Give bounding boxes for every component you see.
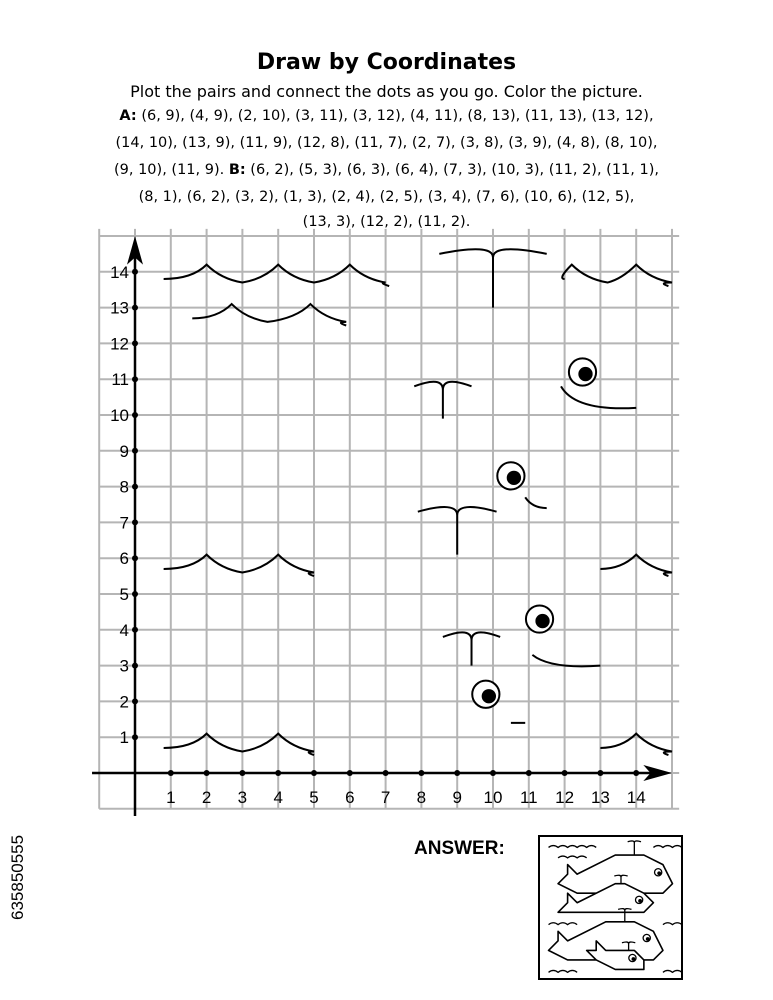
answer-eye-pupil — [657, 871, 661, 875]
x-tick-label: 6 — [345, 788, 355, 807]
label-a: A: — [119, 108, 137, 124]
y-tick-label: 14 — [110, 262, 129, 282]
y-tick-label: 9 — [119, 441, 129, 461]
instructions: Plot the pairs and connect the dots as you go. Color the picture. — [130, 82, 643, 101]
x-tick-label: 10 — [483, 788, 503, 807]
y-tick-label: 4 — [119, 620, 129, 640]
answer-eye-pupil — [646, 937, 650, 941]
x-tick-label: 3 — [237, 788, 248, 807]
label-b: B: — [228, 162, 246, 178]
x-tick-label: 8 — [416, 788, 427, 807]
coord-line-4: (8, 1), (6, 2), (3, 2), (1, 3), (2, 4), (2, 5), (3, 4), (7, 6), (10, 6), (12, 5), — [138, 189, 635, 205]
y-tick-label: 12 — [110, 334, 129, 354]
x-tick-label: 12 — [555, 788, 575, 807]
coord-line-2: (14, 10), (13, 9), (11, 9), (12, 8), (11, 7), (2, 7), (3, 8), (3, 9), (4, 8), (8, 10), — [115, 135, 658, 151]
y-tick-label: 11 — [111, 370, 129, 390]
x-tick-label: 11 — [519, 788, 538, 807]
y-tick-label: 7 — [119, 513, 129, 533]
y-tick-label: 10 — [110, 406, 129, 425]
x-tick-label: 4 — [273, 788, 283, 807]
answer-label: ANSWER: — [414, 838, 505, 859]
y-tick-label: 3 — [119, 656, 129, 676]
x-tick-label: 13 — [590, 788, 610, 807]
x-tick-label: 9 — [452, 788, 462, 807]
y-tick-label: 13 — [110, 298, 129, 318]
x-tick-label: 5 — [309, 788, 319, 807]
y-tick-label: 1 — [119, 728, 129, 748]
x-tick-label: 2 — [201, 788, 212, 807]
answer-eye-pupil — [638, 899, 642, 903]
watermark-id: 635850555 — [8, 834, 27, 920]
y-tick-label: 6 — [119, 549, 129, 569]
coord-line-5: (13, 3), (12, 2), (11, 2). — [302, 214, 471, 230]
answer-eye-pupil — [632, 957, 636, 961]
x-tick-label: 14 — [626, 788, 646, 807]
x-tick-label: 1 — [166, 788, 176, 807]
y-tick-label: 2 — [119, 692, 129, 712]
y-tick-label: 5 — [119, 585, 129, 604]
coord-text: (6, 9), (4, 9), (2, 10), (3, 11), (3, 12), (4, 11), (8, 13), (11, 13), (13, 12), — [136, 108, 654, 124]
x-tick-label: 7 — [380, 788, 391, 807]
coord-text: (9, 10), (11, 9). — [113, 162, 229, 178]
y-tick-label: 8 — [119, 477, 129, 497]
coord-text: (6, 2), (5, 3), (6, 3), (6, 4), (7, 3), (10, 3), (11, 2), (11, 1), — [245, 162, 659, 178]
page-title: Draw by Coordinates — [256, 50, 517, 75]
